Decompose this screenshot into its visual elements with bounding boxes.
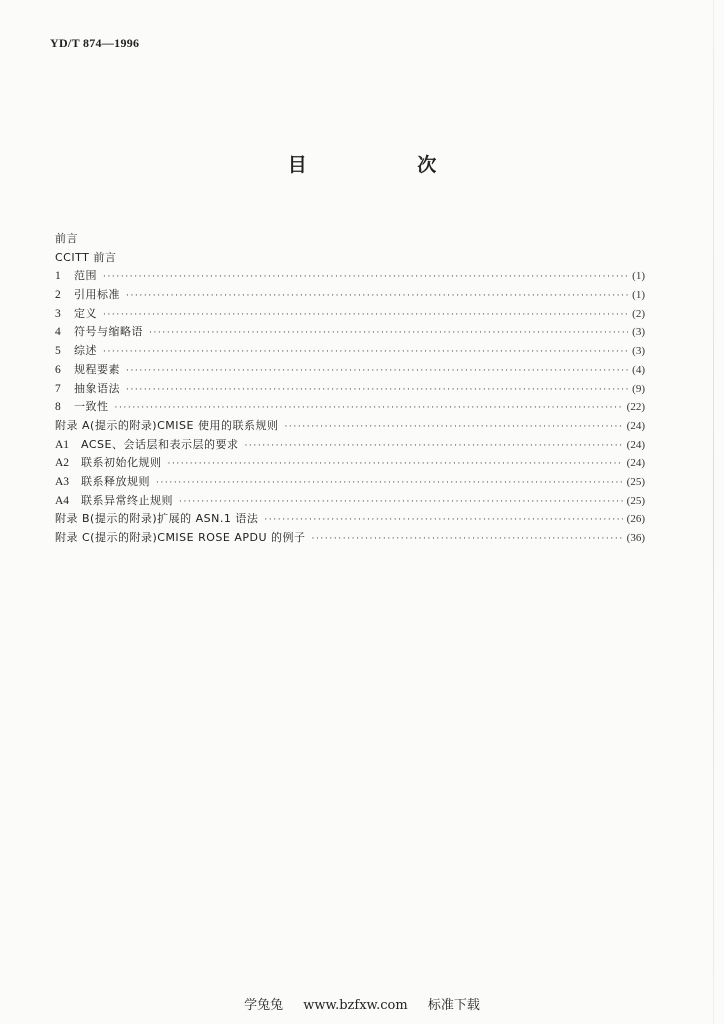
toc-entry-number: 8 <box>55 401 61 414</box>
toc-entry[interactable] <box>55 342 645 361</box>
toc-entry[interactable] <box>55 380 645 399</box>
toc-entry-label: CCITT 前言 <box>55 250 117 264</box>
toc-entry-number: 6 <box>55 363 61 376</box>
toc-entry-page: (3) <box>632 326 645 339</box>
toc-entry-label: 符号与缩略语 <box>74 325 143 339</box>
toc-entry-label: 定义 <box>74 306 97 320</box>
toc-entry-page: (9) <box>632 382 645 395</box>
toc-entry-label: 联系异常终止规则 <box>81 493 173 507</box>
toc-entry-label: 范围 <box>74 269 97 283</box>
toc-entry-label: 引用标准 <box>74 288 120 302</box>
toc-entry-page: (36) <box>626 532 645 544</box>
toc-entry-page: (24) <box>626 438 645 451</box>
toc-entry-number: A1 <box>55 438 70 451</box>
standard-code: YD/T 874—1996 <box>50 36 140 50</box>
toc-entry[interactable] <box>55 267 645 286</box>
toc-leader-dots <box>284 418 622 437</box>
toc-leader-dots <box>115 399 623 418</box>
toc-entry-page: (1) <box>632 289 645 302</box>
toc-entry-label: 附录 A(提示的附录)CMISE 使用的联系规则 <box>55 418 279 432</box>
toc-entry[interactable] <box>55 510 645 529</box>
toc-entry[interactable] <box>55 454 645 473</box>
toc-entry[interactable] <box>55 305 645 324</box>
toc-entry[interactable] <box>55 492 645 511</box>
toc-entry[interactable] <box>55 529 645 548</box>
toc-entry-page: (24) <box>626 457 645 470</box>
toc-leader-dots <box>156 474 623 493</box>
footer-brand: 学兔兔 <box>244 998 284 1013</box>
toc-leader-dots <box>103 343 628 362</box>
toc-leader-dots <box>103 268 628 287</box>
toc-leader-dots <box>179 493 623 512</box>
toc-entry-label: 联系初始化规则 <box>81 456 162 470</box>
toc-entry-page: (25) <box>626 475 645 488</box>
toc-leader-dots <box>264 511 622 530</box>
toc-entry[interactable] <box>55 230 645 249</box>
toc-entry[interactable] <box>55 398 645 417</box>
toc-entry-page: (22) <box>626 401 645 414</box>
page-footer <box>0 994 724 1013</box>
toc-entry[interactable] <box>55 323 645 342</box>
toc-entry-label: 综述 <box>74 344 97 358</box>
toc-entry-label: 联系释放规则 <box>81 474 150 488</box>
toc-entry[interactable] <box>55 417 645 436</box>
toc-entry-label: 抽象语法 <box>74 381 120 395</box>
toc-entry-number: 2 <box>55 289 61 302</box>
toc-entry-label: 附录 B(提示的附录)扩展的 ASN.1 语法 <box>55 512 259 526</box>
toc-leader-dots <box>168 455 623 474</box>
toc-entry-page: (2) <box>632 307 645 320</box>
toc-entry-number: A3 <box>55 475 70 488</box>
table-of-contents <box>55 230 645 548</box>
scan-edge-line <box>713 0 714 1024</box>
toc-entry-label: 一致性 <box>74 400 109 414</box>
toc-leader-dots <box>244 437 622 456</box>
toc-entry-label: 规程要素 <box>74 362 120 376</box>
footer-site-link[interactable]: www.bzfxw.com <box>303 998 408 1013</box>
toc-entry-number: A4 <box>55 494 70 507</box>
toc-leader-dots <box>103 306 628 325</box>
toc-entry-number: 1 <box>55 270 61 283</box>
toc-leader-dots <box>312 530 623 549</box>
page-title: 目 次 <box>287 154 489 176</box>
toc-entry-page: (3) <box>632 345 645 358</box>
toc-entry-number: A2 <box>55 457 70 470</box>
toc-entry[interactable] <box>55 436 645 455</box>
toc-entry-label: ACSE、会话层和表示层的要求 <box>81 437 239 451</box>
toc-entry[interactable] <box>55 286 645 305</box>
toc-entry-number: 4 <box>55 326 61 339</box>
toc-entry-page: (26) <box>626 513 645 526</box>
toc-entry-page: (4) <box>632 363 645 376</box>
toc-leader-dots <box>126 287 628 306</box>
toc-entry-number: 5 <box>55 345 61 358</box>
toc-entry[interactable] <box>55 473 645 492</box>
toc-entry-page: (1) <box>632 270 645 283</box>
toc-entry-label: 附录 C(提示的附录)CMISE ROSE APDU 的例子 <box>55 531 306 544</box>
toc-entry[interactable] <box>55 249 645 268</box>
toc-leader-dots <box>149 324 628 343</box>
toc-leader-dots <box>126 381 628 400</box>
toc-entry-page: (25) <box>626 494 645 507</box>
toc-leader-dots <box>126 362 628 381</box>
toc-entry-page: (24) <box>626 419 645 432</box>
toc-entry-label: 前言 <box>55 232 78 245</box>
footer-tagline: 标准下载 <box>427 998 480 1013</box>
toc-entry-number: 7 <box>55 382 61 395</box>
toc-entry[interactable] <box>55 361 645 380</box>
toc-entry-number: 3 <box>55 307 61 320</box>
